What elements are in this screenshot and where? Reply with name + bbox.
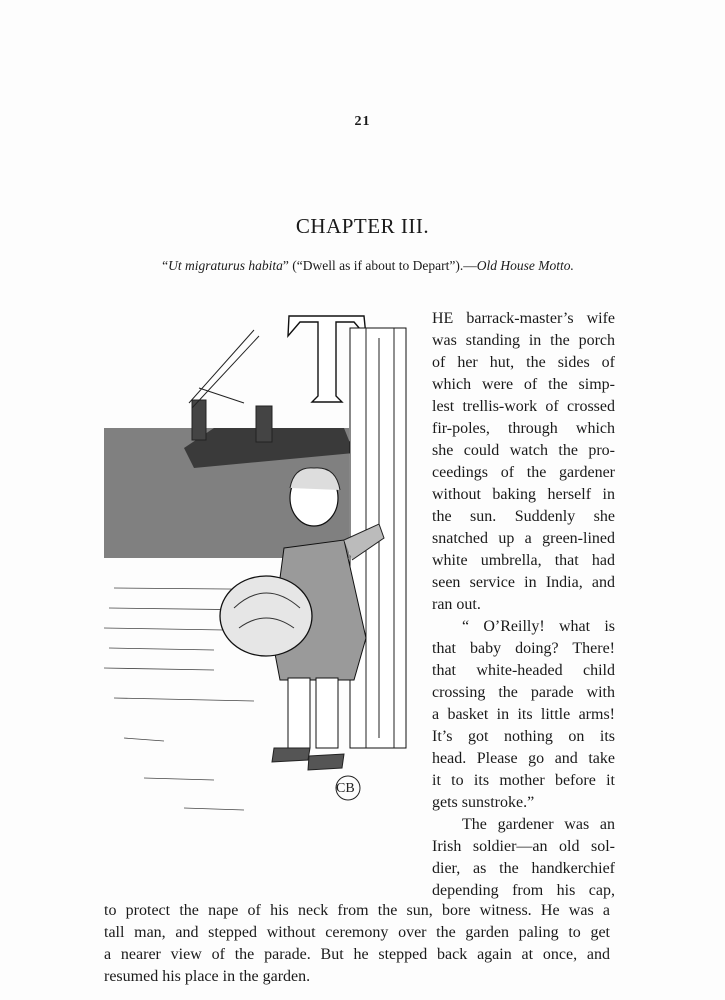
text-line: gets sunstroke.” [432, 794, 535, 811]
text-line: seen service in India, and [432, 574, 615, 591]
text-line: It’s got nothing on its [432, 728, 615, 745]
svg-text:CB: CB [336, 781, 355, 796]
text-line: that white-headed child [432, 662, 615, 679]
text-line: which were of the simp- [432, 376, 615, 393]
epigraph: “Ut migraturus habita” (“Dwell as if about to Depart”).—Old House Motto. [162, 258, 574, 273]
text-line: crossing the parade with [432, 684, 615, 701]
epigraph-latin: Ut migraturus habita [168, 258, 283, 273]
text-line: “ O’Reilly! what is [462, 618, 615, 635]
text-line: head. Please go and take [432, 750, 615, 767]
text-line: ran out. [432, 596, 481, 613]
text-line: of her hut, the sides of [432, 354, 615, 371]
text-line: lest trellis-work of crossed [432, 398, 615, 415]
page-number: 21 [354, 114, 371, 129]
text-line: tall man, and stepped without ceremony over the garden paling to get [104, 924, 610, 941]
chapter-illustration [104, 308, 426, 843]
text-line: the sun. Suddenly she [432, 508, 615, 525]
text-line: fir-poles, through which [432, 420, 615, 437]
text-line: resumed his place in the garden. [104, 968, 311, 985]
epigraph-translation: Dwell as if about to Depart [302, 258, 450, 273]
text-line: HE barrack-master’s wife [432, 310, 615, 327]
epigraph-source: Old House Motto. [476, 258, 574, 273]
text-line: ceedings of the gardener [432, 464, 615, 481]
text-line: snatched up a green-lined [432, 530, 615, 547]
text-line: dier, as the handkerchief [432, 860, 615, 877]
text-line: that baby doing? There! [432, 640, 615, 657]
text-line: to protect the nape of his neck from the sun, bore witness. He was a [104, 902, 610, 919]
text-line: Irish soldier—an old sol- [432, 838, 615, 855]
text-line: a nearer view of the parade. But he stepped back again at once, and [104, 946, 610, 963]
text-line: The gardener was an [462, 816, 615, 833]
text-line: was standing in the porch [432, 332, 615, 349]
text-line: she could watch the pro- [432, 442, 615, 459]
text-line: depending from his cap, [432, 882, 615, 899]
text-line: without baking herself in [432, 486, 615, 503]
text-line: a basket in its little arms! [432, 706, 615, 723]
text-line: it to its mother before it [432, 772, 615, 789]
chapter-title: CHAPTER III. [295, 214, 430, 238]
text-line: white umbrella, that had [432, 552, 615, 569]
